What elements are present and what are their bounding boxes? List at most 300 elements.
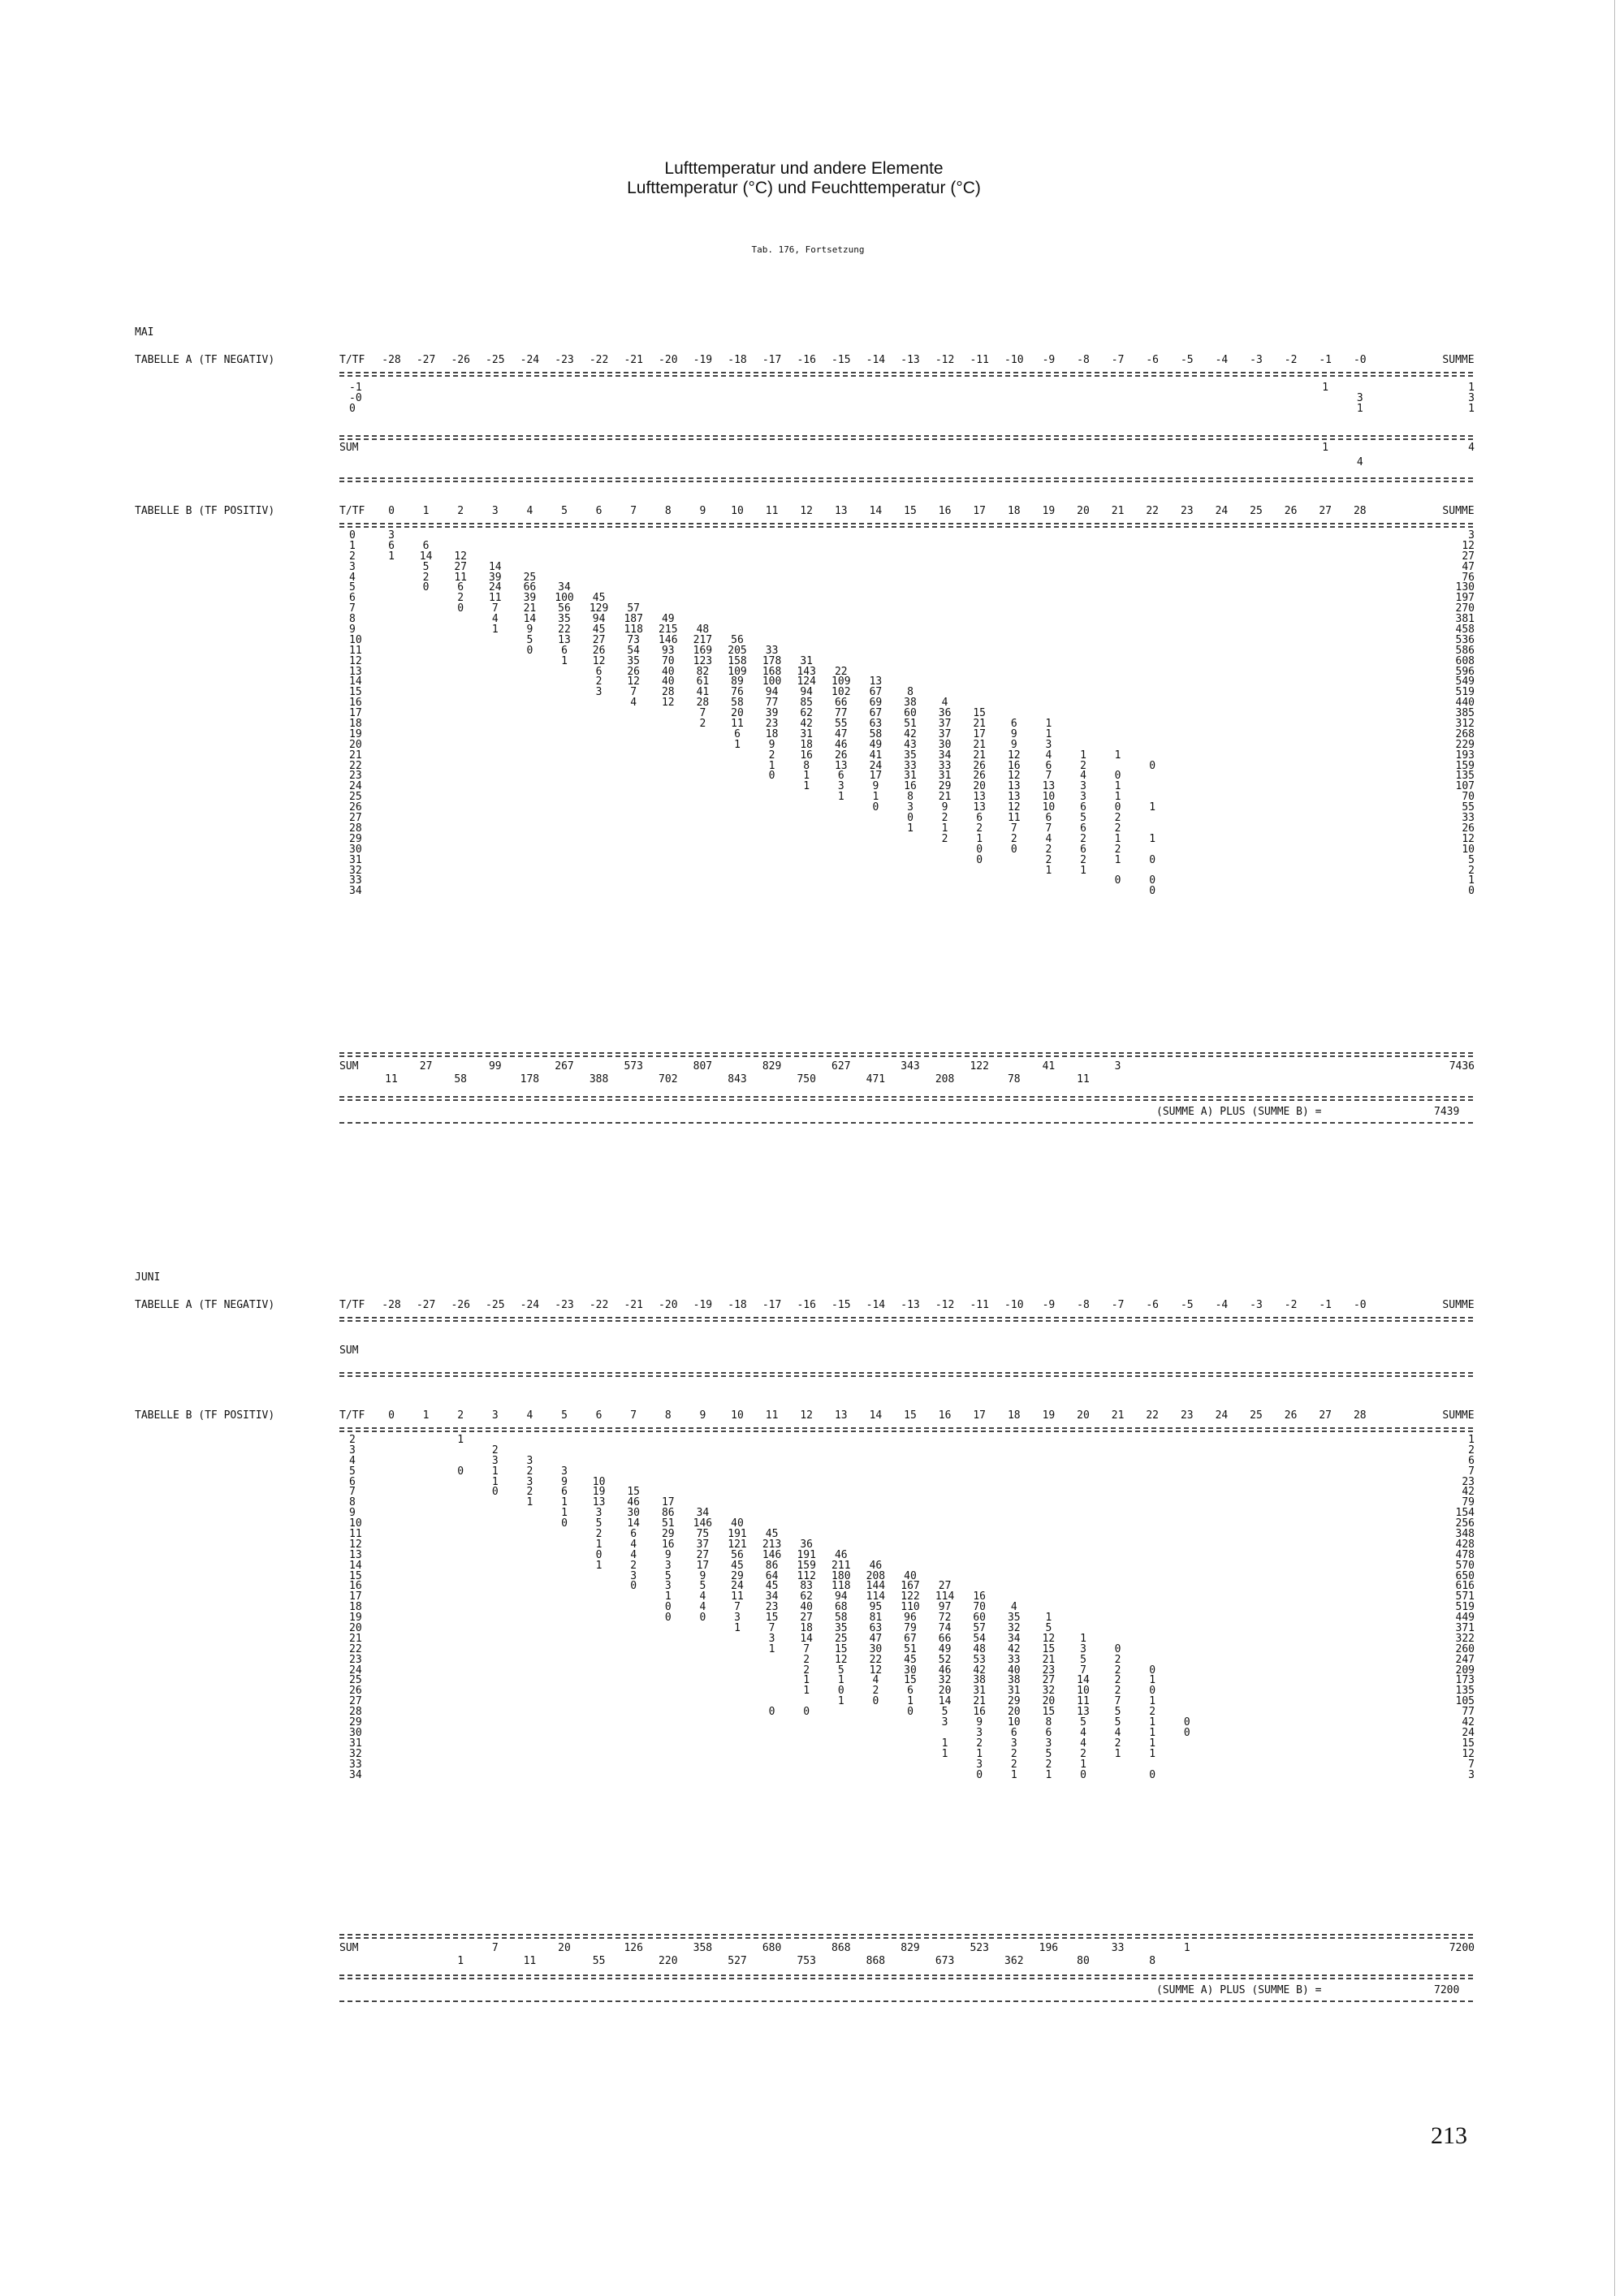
cell: 63 (869, 1622, 883, 1635)
divider (339, 1055, 1473, 1057)
column-header: 22 (1146, 1409, 1160, 1422)
sum-total: 7200 (1449, 1942, 1475, 1954)
row-sum: 173 (1455, 1674, 1475, 1687)
row-key: 1 (349, 539, 356, 552)
row-sum: 3 (1468, 1768, 1475, 1781)
cell: 159 (797, 1559, 816, 1572)
cell: 27 (1042, 1674, 1056, 1687)
column-header: -10 (1004, 1299, 1024, 1311)
cell: 12 (627, 675, 641, 688)
sum-value: 843 (728, 1073, 747, 1085)
row-key: 15 (349, 1569, 362, 1582)
divider (339, 1431, 1473, 1432)
cell: 26 (627, 665, 641, 678)
cell: 6 (734, 727, 741, 740)
cell: 77 (834, 707, 848, 720)
cell: 12 (1042, 1632, 1056, 1645)
cell: 7 (630, 686, 637, 699)
cell: 0 (457, 602, 464, 615)
cell: 28 (661, 686, 675, 699)
table-row (339, 832, 1475, 845)
cell: 217 (693, 633, 713, 646)
cell: 7 (1080, 1664, 1086, 1677)
row-sum: 135 (1455, 770, 1475, 783)
table-row (339, 583, 1475, 593)
cell: 40 (731, 1517, 744, 1530)
row-key: 4 (349, 1454, 356, 1467)
row-key: 32 (349, 864, 362, 877)
cell: 26 (973, 759, 987, 772)
cell: 5 (1080, 812, 1086, 825)
column-header: -7 (1111, 354, 1125, 366)
row-key: 7 (349, 1486, 356, 1499)
table-row (339, 1530, 1475, 1540)
row-sum: 24 (1462, 1726, 1475, 1739)
column-header: -15 (831, 1299, 851, 1311)
cell: 3 (561, 1465, 568, 1478)
cell: 17 (661, 1496, 675, 1509)
row-key: 10 (349, 1517, 362, 1530)
column-header: T/TF (339, 354, 365, 366)
column-header: 15 (904, 1409, 917, 1422)
cell: 27 (454, 560, 468, 573)
cell: 36 (800, 1538, 814, 1551)
sum-value: 8 (1149, 1955, 1156, 1967)
sum-value: 358 (693, 1942, 713, 1954)
column-header: 22 (1146, 505, 1160, 517)
cell: 22 (558, 624, 571, 637)
table-row (339, 560, 1475, 573)
cell: 6 (422, 539, 430, 552)
row-key: 24 (349, 1664, 362, 1677)
cell: 7 (1010, 822, 1017, 835)
cell: 23 (765, 718, 779, 731)
row-key: 6 (349, 592, 356, 605)
table-row (339, 654, 1475, 667)
cell: 27 (592, 633, 606, 646)
cell: 9 (1010, 727, 1017, 740)
cell: 5 (664, 1569, 672, 1582)
page-title: Lufttemperatur und andere Elemente (664, 159, 944, 178)
cell: 30 (627, 1507, 641, 1520)
divider (339, 1372, 1473, 1374)
sum-value: 80 (1077, 1955, 1090, 1967)
column-header: 0 (388, 1409, 395, 1422)
column-header: 19 (1042, 1409, 1056, 1422)
cell: 35 (627, 654, 641, 667)
cell: 4 (1045, 832, 1052, 845)
row-key: 30 (349, 1726, 362, 1739)
cell: 2 (457, 592, 464, 605)
cell: 14 (627, 1517, 641, 1530)
table-row (339, 1435, 1475, 1446)
cell: 12 (834, 1653, 848, 1666)
table-row (339, 887, 1475, 897)
row-key: 33 (349, 874, 362, 887)
column-header: SUMME (1442, 505, 1475, 517)
cell: 23 (765, 1601, 779, 1614)
cell: 215 (659, 624, 678, 637)
sum-row-lower (339, 456, 1475, 468)
column-header: 10 (731, 1409, 744, 1422)
table-row (339, 866, 1475, 877)
cell: 191 (797, 1548, 816, 1561)
cell: 1 (768, 759, 775, 772)
column-header: SUMME (1442, 354, 1475, 366)
cell: 2 (699, 718, 706, 731)
divider (339, 1096, 1473, 1098)
divider (339, 1937, 1473, 1939)
cell: 0 (422, 581, 430, 594)
cell: 114 (935, 1590, 955, 1603)
cell: 6 (837, 770, 844, 783)
row-sum: 371 (1455, 1622, 1475, 1635)
cell: 114 (866, 1590, 886, 1603)
row-sum: 381 (1455, 613, 1475, 626)
column-header: -10 (1004, 354, 1024, 366)
cell: 30 (938, 738, 952, 751)
cell: 2 (491, 1444, 499, 1457)
row-key: 9 (349, 624, 356, 637)
table-row (339, 1728, 1475, 1739)
cell: 62 (800, 1590, 814, 1603)
cell: 15 (1042, 1706, 1056, 1719)
table-row (339, 1446, 1475, 1457)
cell: 9 (1010, 738, 1017, 751)
cell: 191 (728, 1528, 747, 1541)
table-row (339, 625, 1475, 636)
cell: 10 (592, 1475, 606, 1488)
cell: 1 (664, 1590, 672, 1603)
cell: 21 (1042, 1653, 1056, 1666)
sum-value: 1 (457, 1955, 464, 1967)
cell: 6 (976, 812, 983, 825)
cell: 8 (803, 759, 810, 772)
cell: 2 (1114, 843, 1121, 856)
row-key: 21 (349, 1632, 362, 1645)
column-header: 21 (1111, 1409, 1125, 1422)
cell: 3 (664, 1559, 672, 1572)
table-row (339, 1508, 1475, 1519)
cell: 51 (904, 1642, 917, 1655)
sum-value: 4 (1356, 456, 1363, 468)
cell: 0 (872, 801, 879, 814)
row-key: 11 (349, 644, 362, 657)
cell: 3 (526, 1454, 533, 1467)
cell: 1 (837, 1674, 844, 1687)
page-subtitle: Lufttemperatur (°C) und Feuchttemperatur (°C) (627, 179, 981, 197)
cell: 0 (907, 1706, 914, 1719)
cell: 0 (1114, 874, 1121, 887)
cell: 10 (1042, 791, 1056, 804)
table-b-grid (339, 531, 1475, 897)
cell: 0 (561, 1517, 568, 1530)
cell: 1 (837, 1695, 844, 1708)
cell: 48 (973, 1642, 987, 1655)
cell: 213 (762, 1538, 782, 1551)
cell: 3 (1356, 391, 1363, 404)
cell: 0 (1149, 1685, 1156, 1698)
cell: 0 (1010, 843, 1017, 856)
cell: 4 (630, 1548, 637, 1561)
table-row (339, 391, 1475, 404)
cell: 146 (659, 633, 678, 646)
row-sum: 23 (1462, 1475, 1475, 1488)
row-sum: 7 (1468, 1758, 1475, 1771)
cell: 40 (800, 1601, 814, 1614)
column-header: -0 (1353, 1299, 1367, 1311)
row-key: 9 (349, 1507, 356, 1520)
row-key: 34 (349, 1768, 362, 1781)
cell: 94 (834, 1590, 848, 1603)
cell: 1 (491, 1465, 499, 1478)
cell: 6 (561, 1486, 568, 1499)
cell: 0 (872, 1695, 879, 1708)
cell: 1 (768, 1642, 775, 1655)
row-sum: 478 (1455, 1548, 1475, 1561)
sum-total: 4 (1468, 442, 1475, 454)
column-header: 16 (938, 505, 952, 517)
cell: 0 (837, 1685, 844, 1698)
cell: 4 (699, 1590, 706, 1603)
cell: 122 (901, 1590, 920, 1603)
row-key: 31 (349, 1737, 362, 1750)
cell: 12 (1007, 801, 1021, 814)
column-header: SUMME (1442, 1299, 1475, 1311)
cell: 6 (1080, 843, 1086, 856)
divider (339, 526, 1473, 528)
cell: 1 (1322, 382, 1329, 394)
cell: 48 (696, 624, 710, 637)
cell: 45 (731, 1559, 744, 1572)
cell: 35 (904, 749, 917, 762)
column-header: 23 (1180, 1409, 1194, 1422)
cell: 129 (589, 602, 609, 615)
sum-value: 58 (454, 1073, 468, 1085)
column-header: -24 (520, 1299, 540, 1311)
cell: 15 (1042, 1642, 1056, 1655)
cell: 4 (491, 613, 499, 626)
cell: 25 (523, 571, 537, 584)
column-header: 3 (491, 1409, 499, 1422)
cell: 15 (627, 1486, 641, 1499)
row-sum: 3 (1468, 391, 1475, 404)
cell: 41 (696, 686, 710, 699)
divider (339, 375, 1473, 377)
cell: 0 (1149, 759, 1156, 772)
column-header: 20 (1077, 505, 1090, 517)
cell: 35 (1007, 1612, 1021, 1625)
sum-value: 1 (1322, 442, 1329, 454)
table-row (339, 1760, 1475, 1771)
cell: 77 (765, 697, 779, 710)
cell: 60 (904, 707, 917, 720)
cell: 57 (973, 1622, 987, 1635)
sum-value: 11 (1077, 1073, 1090, 1085)
cell: 37 (696, 1538, 710, 1551)
cell: 38 (1007, 1674, 1021, 1687)
table-reference: Tab. 176, Fortsetzung (751, 244, 865, 255)
cell: 118 (624, 624, 643, 637)
sum-value: 388 (589, 1073, 609, 1085)
cell: 4 (699, 1601, 706, 1614)
cell: 31 (800, 727, 814, 740)
cell: 4 (630, 1538, 637, 1551)
sum-value: 99 (488, 1060, 502, 1072)
row-sum: 1 (1468, 874, 1475, 887)
column-header: -26 (451, 354, 470, 366)
cell: 16 (973, 1590, 987, 1603)
column-header: -22 (589, 1299, 609, 1311)
cell: 5 (837, 1664, 844, 1677)
column-header: -25 (486, 1299, 505, 1311)
cell: 1 (561, 1507, 568, 1520)
row-sum: 76 (1462, 571, 1475, 584)
cell: 34 (938, 749, 952, 762)
cell: 18 (800, 1622, 814, 1635)
cell: 15 (765, 1612, 779, 1625)
divider (339, 477, 1473, 479)
cell: 2 (526, 1465, 533, 1478)
row-sum: 519 (1455, 1601, 1475, 1614)
row-sum: 440 (1455, 697, 1475, 710)
cell: 18 (800, 738, 814, 751)
row-key: 3 (349, 560, 356, 573)
column-header: SUMME (1442, 1409, 1475, 1422)
cell: 20 (938, 1685, 952, 1698)
cell: 34 (765, 1590, 779, 1603)
table-row (339, 1475, 1475, 1488)
row-sum: 12 (1462, 539, 1475, 552)
cell: 1 (595, 1538, 603, 1551)
row-sum: 1 (1468, 1434, 1475, 1446)
cell: 96 (904, 1612, 917, 1625)
cell: 11 (488, 592, 502, 605)
table-a-grid (339, 383, 1475, 415)
cell: 82 (696, 665, 710, 678)
cell: 27 (696, 1548, 710, 1561)
row-key: 32 (349, 1747, 362, 1760)
row-key: 25 (349, 791, 362, 804)
cell: 1 (1045, 1768, 1052, 1781)
divider (339, 523, 1473, 524)
column-header: -23 (555, 1299, 574, 1311)
column-header: -13 (901, 1299, 920, 1311)
row-key: 14 (349, 675, 362, 688)
cell: 37 (938, 727, 952, 740)
cell: 51 (661, 1517, 675, 1530)
cell: 144 (866, 1580, 886, 1593)
cell: 11 (454, 571, 468, 584)
row-key: 20 (349, 738, 362, 751)
cell: 0 (976, 1768, 983, 1781)
divider (339, 1122, 1473, 1124)
row-key: 13 (349, 665, 362, 678)
sum-row (339, 1060, 1475, 1072)
sum-value: 702 (659, 1073, 678, 1085)
row-sum: 348 (1455, 1528, 1475, 1541)
cell: 0 (491, 1486, 499, 1499)
cell: 5 (1045, 1747, 1052, 1760)
cell: 19 (592, 1486, 606, 1499)
cell: 33 (938, 759, 952, 772)
row-key: 34 (349, 885, 362, 898)
cell: 1 (1114, 791, 1121, 804)
cell: 6 (1080, 822, 1086, 835)
cell: 5 (526, 633, 533, 646)
cell: 33 (765, 644, 779, 657)
table-row (339, 876, 1475, 887)
cell: 53 (973, 1653, 987, 1666)
row-key: 8 (349, 1496, 356, 1509)
column-header: -18 (728, 354, 747, 366)
column-header: -19 (693, 1299, 713, 1311)
sum-value: 868 (866, 1955, 886, 1967)
cell: 26 (834, 749, 848, 762)
cell: 7 (1045, 822, 1052, 835)
column-header: -25 (486, 354, 505, 366)
cell: 3 (1080, 780, 1086, 793)
row-key: 28 (349, 822, 362, 835)
cell: 4 (872, 1674, 879, 1687)
sum-value: 807 (693, 1060, 713, 1072)
cell: 2 (1045, 853, 1052, 866)
column-header: 21 (1111, 505, 1125, 517)
column-header: 2 (457, 505, 464, 517)
cell: 42 (973, 1664, 987, 1677)
cell: 7 (1114, 1695, 1121, 1708)
sum-value: 220 (659, 1955, 678, 1967)
column-header: -14 (866, 354, 886, 366)
cell: 0 (1080, 1768, 1086, 1781)
cell: 5 (1045, 1622, 1052, 1635)
sum-value: 680 (762, 1942, 782, 1954)
cell: 1 (1045, 718, 1052, 731)
column-header: -14 (866, 1299, 886, 1311)
cell: 11 (731, 718, 744, 731)
cell: 70 (661, 654, 675, 667)
table-row (339, 539, 1475, 552)
column-header: 18 (1007, 505, 1021, 517)
table-row (339, 383, 1475, 394)
column-header: 13 (834, 505, 848, 517)
table-row (339, 1540, 1475, 1551)
cell: 46 (834, 738, 848, 751)
cell: 1 (1080, 864, 1086, 877)
cell: 2 (1010, 832, 1017, 845)
divider (339, 372, 1473, 373)
cell: 69 (869, 697, 883, 710)
row-sum: 77 (1462, 1706, 1475, 1719)
cell: 3 (388, 529, 395, 542)
column-header: -11 (970, 1299, 989, 1311)
column-header: -27 (416, 1299, 436, 1311)
sum-value: 750 (797, 1073, 816, 1085)
column-header-row (339, 505, 1475, 518)
row-sum: 7 (1468, 1465, 1475, 1478)
row-sum: 105 (1455, 1695, 1475, 1708)
cell: 2 (1149, 1706, 1156, 1719)
cell: 3 (976, 1758, 983, 1771)
cell: 0 (976, 853, 983, 866)
cell: 7 (491, 602, 499, 615)
row-sum: 27 (1462, 550, 1475, 563)
cell: 6 (1010, 1726, 1017, 1739)
column-header: 8 (664, 505, 672, 517)
row-sum: 536 (1455, 633, 1475, 646)
column-header: -1 (1319, 354, 1332, 366)
cell: 3 (1045, 738, 1052, 751)
